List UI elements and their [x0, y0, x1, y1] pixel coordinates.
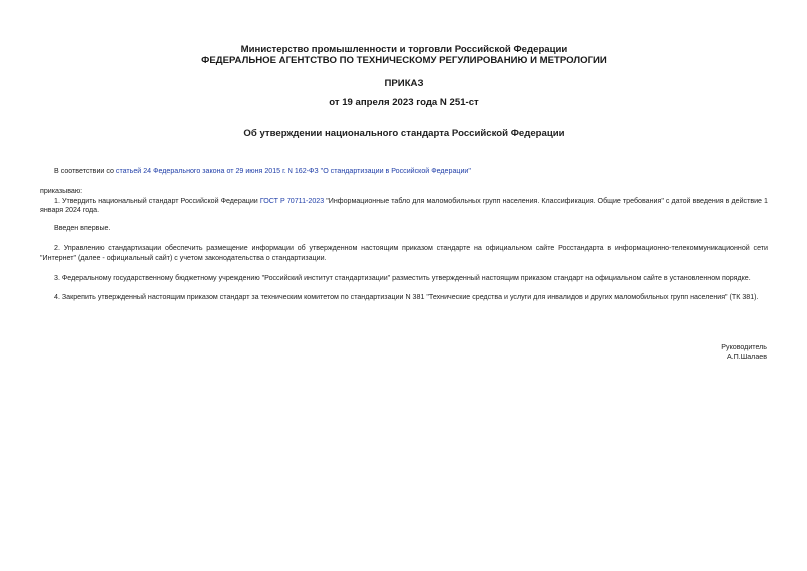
- intro-paragraph: [40, 167, 768, 177]
- item-1-prefix: 1. Утвердить национальный стандарт Российской Федерации: [54, 196, 260, 205]
- signature-block: [721, 342, 767, 362]
- order-word: приказываю:: [40, 186, 83, 195]
- gost-link[interactable]: ГОСТ Р 70711-2023: [259, 196, 325, 205]
- item-3-paragraph: 3. Федеральному государственному бюджетному учреждению "Российский институт стандартизации" разместить утвержденный настоящим приказом стандарт на официальном сайте в установленном порядке.: [54, 273, 751, 282]
- document-header: [40, 44, 768, 108]
- agency-name: ФЕДЕРАЛЬНОЕ АГЕНТСТВО ПО ТЕХНИЧЕСКОМУ РЕГУЛИРОВАНИЮ И МЕТРОЛОГИИ: [201, 55, 607, 66]
- document-date-number: от 19 апреля 2023 года N 251-ст: [329, 97, 479, 108]
- item-4-paragraph: 4. Закрепить утвержденный настоящим приказом стандарт за техническим комитетом по стандартизации N 381 "Технические средства и услуги для инвалидов и других маломобильных групп населения" (ТК 381).: [54, 293, 759, 302]
- signatory-name: А.П.Шалаев: [726, 353, 767, 361]
- document-title: Об утверждении национального стандарта Российской Федерации: [243, 128, 565, 139]
- item-1-suffix: "Информационные табло для маломобильных групп населения. Классификация. Общие требования" с датой введения в действие 1 января 2024 года.: [40, 196, 768, 215]
- document-type: ПРИКАЗ: [384, 78, 424, 89]
- introduced-first-note: Введен впервые.: [54, 224, 111, 233]
- document-page: [40, 44, 768, 303]
- item-1-paragraph: [40, 197, 768, 217]
- federal-law-link[interactable]: статьей 24 Федерального закона от 29 июня 2015 г. N 162-ФЗ "О стандартизации в Российской Федерации": [115, 167, 471, 175]
- ministry-name: Министерство промышленности и торговли Российской Федерации: [240, 44, 568, 55]
- item-2-paragraph: 2. Управлению стандартизации обеспечить размещение информации об утвержденном настоящим приказом стандарте на официальном сайте Росстандарта в информационно-телекоммуникационной сети "Интернет" (далее - официальный сайт) с учетом законодательства о стандартизации.: [40, 243, 768, 262]
- intro-prefix: В соответствии со: [54, 167, 116, 175]
- document-body: [40, 167, 768, 303]
- signatory-position: Руководитель: [721, 343, 767, 351]
